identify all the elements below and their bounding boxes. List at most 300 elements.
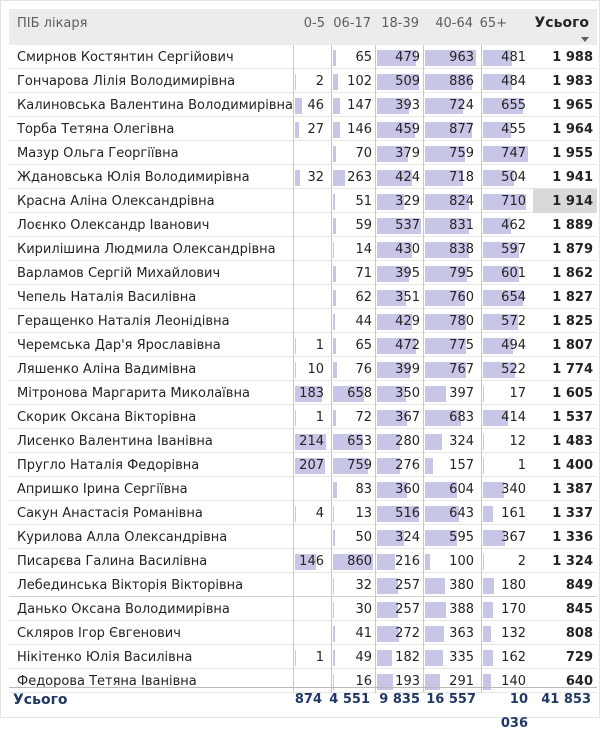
doctor-name-cell: Лоєнко Олександр Іванович xyxy=(17,218,210,233)
column-divider xyxy=(375,165,376,189)
value-cell-65plus: 180 xyxy=(501,578,526,593)
column-divider xyxy=(331,117,332,141)
column-divider xyxy=(293,573,294,597)
column-divider xyxy=(331,93,332,117)
doctor-name-cell: Скорик Оксана Вікторівна xyxy=(17,410,197,425)
column-divider xyxy=(423,93,424,117)
column-divider xyxy=(293,165,294,189)
column-divider xyxy=(331,261,332,285)
column-divider xyxy=(331,405,332,429)
column-divider xyxy=(481,453,482,477)
row-total-cell: 808 xyxy=(565,626,593,641)
value-cell-18-39: 395 xyxy=(395,266,420,281)
column-divider xyxy=(481,141,482,165)
column-divider xyxy=(375,213,376,237)
column-divider xyxy=(293,429,294,453)
column-divider xyxy=(331,141,332,165)
value-cell-65plus: 140 xyxy=(501,674,526,689)
row-total-cell: 1 862 xyxy=(552,266,593,281)
table-row[interactable] xyxy=(9,285,597,309)
value-cell-40-64: 604 xyxy=(449,482,474,497)
column-divider xyxy=(423,237,424,261)
value-cell-65plus: 481 xyxy=(501,50,526,65)
column-divider xyxy=(375,69,376,93)
value-cell-06-17: 147 xyxy=(347,98,372,113)
row-total-cell: 1 955 xyxy=(552,146,593,161)
row-total-cell: 1 964 xyxy=(552,122,593,137)
column-divider xyxy=(423,573,424,597)
column-divider xyxy=(481,549,482,573)
column-divider xyxy=(375,453,376,477)
value-cell-40-64: 643 xyxy=(449,506,474,521)
column-divider xyxy=(331,333,332,357)
value-cell-65plus: 414 xyxy=(501,410,526,425)
value-cell-65plus: 494 xyxy=(501,338,526,353)
value-cell-40-64: 780 xyxy=(449,314,474,329)
value-cell-06-17: 658 xyxy=(347,386,372,401)
table-row[interactable] xyxy=(9,69,597,93)
footer-total-06-17: 4 551 xyxy=(329,692,370,707)
value-cell-18-39: 329 xyxy=(395,194,420,209)
column-divider xyxy=(423,189,424,213)
footer-total-18-39: 9 835 xyxy=(379,692,420,707)
column-divider xyxy=(293,309,294,333)
value-cell-06-17: 16 xyxy=(355,674,372,689)
value-cell-65plus: 17 xyxy=(509,386,526,401)
column-divider xyxy=(375,645,376,669)
row-total-cell: 1 827 xyxy=(552,290,593,305)
column-divider xyxy=(423,261,424,285)
column-divider xyxy=(375,189,376,213)
column-divider xyxy=(331,165,332,189)
value-cell-65plus: 162 xyxy=(501,650,526,665)
value-cell-65plus: 655 xyxy=(501,98,526,113)
column-divider xyxy=(375,333,376,357)
value-cell-0-5: 10 xyxy=(307,362,324,377)
value-cell-06-17: 759 xyxy=(347,458,372,473)
doctor-name-cell: Мітронова Маргарита Миколаївна xyxy=(17,386,250,401)
value-cell-18-39: 479 xyxy=(395,50,420,65)
column-divider xyxy=(481,333,482,357)
table-row[interactable] xyxy=(9,501,597,525)
column-divider xyxy=(423,429,424,453)
row-total-cell: 1 324 xyxy=(552,554,593,569)
column-divider xyxy=(375,549,376,573)
doctor-name-cell: Лебединська Вікторія Вікторівна xyxy=(17,578,244,593)
column-divider xyxy=(481,405,482,429)
value-cell-65plus: 654 xyxy=(501,290,526,305)
value-cell-18-39: 182 xyxy=(395,650,420,665)
value-cell-40-64: 724 xyxy=(449,98,474,113)
value-cell-18-39: 516 xyxy=(395,506,420,521)
value-cell-40-64: 683 xyxy=(449,410,474,425)
value-cell-18-39: 257 xyxy=(395,578,420,593)
value-cell-40-64: 335 xyxy=(449,650,474,665)
value-cell-65plus: 504 xyxy=(501,170,526,185)
column-divider xyxy=(293,261,294,285)
table-row[interactable] xyxy=(9,309,597,333)
value-cell-0-5: 2 xyxy=(315,74,324,89)
column-divider xyxy=(423,69,424,93)
value-cell-18-39: 537 xyxy=(395,218,420,233)
doctor-name-cell: Калиновська Валентина Володимирівна xyxy=(17,98,293,113)
column-divider xyxy=(481,645,482,669)
value-cell-06-17: 76 xyxy=(355,362,372,377)
table-row[interactable] xyxy=(9,381,597,405)
column-divider xyxy=(423,165,424,189)
value-cell-18-39: 216 xyxy=(395,554,420,569)
doctor-name-cell: Чепель Наталія Василівна xyxy=(17,290,197,305)
column-divider xyxy=(375,261,376,285)
column-divider xyxy=(331,213,332,237)
column-divider xyxy=(293,93,294,117)
value-cell-18-39: 280 xyxy=(395,434,420,449)
value-cell-06-17: 72 xyxy=(355,410,372,425)
column-divider xyxy=(375,477,376,501)
row-total-cell: 1 387 xyxy=(552,482,593,497)
column-divider xyxy=(423,381,424,405)
column-divider xyxy=(375,357,376,381)
doctor-name-cell: Кирилішина Людмила Олександрівна xyxy=(17,242,276,257)
column-divider xyxy=(375,117,376,141)
table-row[interactable] xyxy=(9,429,597,453)
value-cell-40-64: 324 xyxy=(449,434,474,449)
table-row[interactable] xyxy=(9,45,597,69)
column-divider xyxy=(423,597,424,621)
value-cell-65plus: 1 xyxy=(517,458,526,473)
column-divider xyxy=(481,213,482,237)
column-divider xyxy=(331,357,332,381)
table-row[interactable] xyxy=(9,477,597,501)
column-divider xyxy=(481,621,482,645)
value-cell-40-64: 963 xyxy=(449,50,474,65)
doctor-name-cell: Апришко Ірина Сергіївна xyxy=(17,482,188,497)
value-cell-18-39: 360 xyxy=(395,482,420,497)
column-divider xyxy=(423,333,424,357)
value-cell-18-39: 509 xyxy=(395,74,420,89)
table-row[interactable] xyxy=(9,93,597,117)
value-cell-65plus: 601 xyxy=(501,266,526,281)
column-divider xyxy=(423,141,424,165)
column-divider xyxy=(481,381,482,405)
row-total-cell: 1 965 xyxy=(552,98,593,113)
column-divider xyxy=(293,333,294,357)
doctor-name-cell: Курилова Алла Олександрівна xyxy=(17,530,228,545)
column-header-40-64[interactable]: 40-64 xyxy=(435,16,473,31)
value-cell-0-5: 207 xyxy=(299,458,324,473)
value-cell-06-17: 30 xyxy=(355,602,372,617)
column-divider xyxy=(293,381,294,405)
value-cell-18-39: 424 xyxy=(395,170,420,185)
table-row[interactable] xyxy=(9,453,597,477)
value-cell-0-5: 4 xyxy=(315,506,324,521)
value-cell-06-17: 59 xyxy=(355,218,372,233)
doctor-name-cell: Сакун Анастасія Романівна xyxy=(17,506,203,521)
value-cell-65plus: 12 xyxy=(509,434,526,449)
doctor-name-cell: Скляров Ігор Євгенович xyxy=(17,626,181,641)
value-cell-40-64: 759 xyxy=(449,146,474,161)
value-cell-06-17: 65 xyxy=(355,50,372,65)
value-cell-18-39: 272 xyxy=(395,626,420,641)
column-divider xyxy=(293,69,294,93)
value-cell-65plus: 2 xyxy=(517,554,526,569)
value-cell-06-17: 653 xyxy=(347,434,372,449)
table-row[interactable] xyxy=(9,645,597,669)
column-divider xyxy=(375,45,376,69)
column-divider xyxy=(481,93,482,117)
row-total-cell: 1 537 xyxy=(552,410,593,425)
column-divider xyxy=(331,621,332,645)
value-cell-40-64: 291 xyxy=(449,674,474,689)
value-cell-06-17: 71 xyxy=(355,266,372,281)
value-cell-0-5: 1 xyxy=(315,338,324,353)
column-divider xyxy=(375,285,376,309)
column-divider xyxy=(293,549,294,573)
table-row[interactable] xyxy=(9,525,597,549)
column-header-name[interactable]: ПІБ лікаря xyxy=(17,16,88,31)
column-divider xyxy=(293,405,294,429)
column-divider xyxy=(481,165,482,189)
column-header-total-label: Усього xyxy=(534,15,589,31)
doctor-name-cell: Федорова Тетяна Іванівна xyxy=(17,674,197,689)
doctor-name-cell: Черемська Дар'я Ярославівна xyxy=(17,338,221,353)
table-row[interactable] xyxy=(9,405,597,429)
table-row[interactable] xyxy=(9,597,597,621)
column-divider xyxy=(481,429,482,453)
value-cell-0-5: 1 xyxy=(315,410,324,425)
table-row[interactable] xyxy=(9,189,597,213)
column-divider xyxy=(293,645,294,669)
value-cell-40-64: 838 xyxy=(449,242,474,257)
value-cell-06-17: 65 xyxy=(355,338,372,353)
value-cell-40-64: 595 xyxy=(449,530,474,545)
column-divider xyxy=(423,357,424,381)
table-body xyxy=(9,45,597,693)
column-divider xyxy=(331,45,332,69)
table-row[interactable] xyxy=(9,117,597,141)
column-header-total[interactable] xyxy=(527,9,595,45)
value-cell-65plus: 161 xyxy=(501,506,526,521)
value-cell-18-39: 351 xyxy=(395,290,420,305)
value-cell-40-64: 388 xyxy=(449,602,474,617)
column-divider xyxy=(331,69,332,93)
footer-total-40-64: 16 557 xyxy=(426,692,476,707)
column-divider xyxy=(375,573,376,597)
doctor-name-cell: Мазур Ольга Георгіївна xyxy=(17,146,179,161)
doctor-name-cell: Данько Оксана Володимирівна xyxy=(17,602,230,617)
column-divider xyxy=(375,597,376,621)
row-total-cell: 1 879 xyxy=(552,242,593,257)
table-row[interactable] xyxy=(9,213,597,237)
value-cell-65plus: 747 xyxy=(501,146,526,161)
value-cell-40-64: 363 xyxy=(449,626,474,641)
value-cell-40-64: 831 xyxy=(449,218,474,233)
column-divider xyxy=(331,525,332,549)
row-total-cell: 1 825 xyxy=(552,314,593,329)
row-total-cell: 1 336 xyxy=(552,530,593,545)
table-row[interactable] xyxy=(9,333,597,357)
row-total-cell: 1 941 xyxy=(552,170,593,185)
column-divider xyxy=(375,405,376,429)
doctor-name-cell: Варламов Сергій Михайлович xyxy=(17,266,221,281)
table-row[interactable] xyxy=(9,621,597,645)
column-divider xyxy=(481,357,482,381)
table-row[interactable] xyxy=(9,237,597,261)
row-total-cell: 1 400 xyxy=(552,458,593,473)
column-divider xyxy=(423,453,424,477)
value-cell-40-64: 775 xyxy=(449,338,474,353)
sort-descending-icon xyxy=(581,37,589,42)
row-total-cell: 845 xyxy=(565,602,593,617)
value-cell-06-17: 102 xyxy=(347,74,372,89)
value-cell-0-5: 27 xyxy=(307,122,324,137)
column-divider xyxy=(293,477,294,501)
value-cell-65plus: 132 xyxy=(501,626,526,641)
column-divider xyxy=(331,549,332,573)
value-cell-18-39: 393 xyxy=(395,98,420,113)
table-row[interactable] xyxy=(9,261,597,285)
column-divider xyxy=(481,477,482,501)
doctor-name-cell: Торба Тетяна Олегівна xyxy=(17,122,175,137)
value-cell-06-17: 146 xyxy=(347,122,372,137)
doctor-name-cell: Нікітенко Юлія Василівна xyxy=(17,650,193,665)
footer-total-65plus: 10 036 xyxy=(500,692,528,731)
column-divider xyxy=(481,285,482,309)
column-divider xyxy=(331,573,332,597)
value-cell-18-39: 430 xyxy=(395,242,420,257)
row-total-cell: 1 988 xyxy=(552,50,593,65)
value-cell-18-39: 379 xyxy=(395,146,420,161)
value-cell-18-39: 429 xyxy=(395,314,420,329)
column-divider xyxy=(481,237,482,261)
value-cell-18-39: 276 xyxy=(395,458,420,473)
column-header-65plus[interactable]: 65+ xyxy=(479,16,507,31)
footer-label: Усього xyxy=(13,692,68,708)
row-total-cell: 1 914 xyxy=(533,189,597,213)
column-divider xyxy=(375,429,376,453)
footer-total-0-5: 874 xyxy=(294,692,322,707)
column-divider xyxy=(331,597,332,621)
column-divider xyxy=(293,189,294,213)
value-cell-40-64: 380 xyxy=(449,578,474,593)
row-total-cell: 1 337 xyxy=(552,506,593,521)
column-divider xyxy=(293,525,294,549)
value-cell-06-17: 83 xyxy=(355,482,372,497)
table-row[interactable] xyxy=(9,165,597,189)
column-divider xyxy=(481,501,482,525)
table-header xyxy=(9,9,597,45)
column-divider xyxy=(481,117,482,141)
doctor-name-cell: Красна Аліна Олександрівна xyxy=(17,194,215,209)
value-cell-06-17: 32 xyxy=(355,578,372,593)
value-cell-0-5: 183 xyxy=(299,386,324,401)
value-cell-40-64: 760 xyxy=(449,290,474,305)
value-cell-06-17: 263 xyxy=(347,170,372,185)
row-total-cell: 1 774 xyxy=(552,362,593,377)
value-cell-06-17: 44 xyxy=(355,314,372,329)
column-divider xyxy=(293,117,294,141)
column-divider xyxy=(331,477,332,501)
column-divider xyxy=(293,213,294,237)
doctor-name-cell: Ляшенко Аліна Вадимівна xyxy=(17,362,197,377)
column-header-0-5[interactable]: 0-5 xyxy=(303,16,325,31)
row-total-cell: 1 483 xyxy=(552,434,593,449)
column-divider xyxy=(331,501,332,525)
column-divider xyxy=(481,69,482,93)
column-divider xyxy=(423,501,424,525)
footer-grand-total: 41 853 xyxy=(541,692,591,707)
column-divider xyxy=(375,237,376,261)
column-divider xyxy=(423,477,424,501)
column-divider xyxy=(423,525,424,549)
table-row[interactable] xyxy=(9,141,597,165)
value-cell-65plus: 455 xyxy=(501,122,526,137)
column-divider xyxy=(423,405,424,429)
value-cell-06-17: 50 xyxy=(355,530,372,545)
value-cell-0-5: 146 xyxy=(299,554,324,569)
column-divider xyxy=(481,261,482,285)
table-row[interactable] xyxy=(9,549,597,573)
value-cell-06-17: 70 xyxy=(355,146,372,161)
row-total-cell: 849 xyxy=(565,578,593,593)
doctor-name-cell: Пругло Наталія Федорівна xyxy=(17,458,200,473)
column-divider xyxy=(293,141,294,165)
column-divider xyxy=(423,117,424,141)
value-cell-40-64: 877 xyxy=(449,122,474,137)
value-cell-40-64: 718 xyxy=(449,170,474,185)
column-divider xyxy=(423,549,424,573)
column-header-06-17[interactable]: 06-17 xyxy=(333,16,371,31)
table-row[interactable] xyxy=(9,573,597,597)
value-cell-06-17: 13 xyxy=(355,506,372,521)
value-cell-65plus: 522 xyxy=(501,362,526,377)
value-cell-40-64: 397 xyxy=(449,386,474,401)
column-divider xyxy=(293,285,294,309)
column-divider xyxy=(331,645,332,669)
value-cell-06-17: 860 xyxy=(347,554,372,569)
column-divider xyxy=(293,597,294,621)
column-divider xyxy=(331,381,332,405)
column-divider xyxy=(423,309,424,333)
doctor-name-cell: Гончарова Лілія Володимирівна xyxy=(17,74,236,89)
doctor-name-cell: Писарєва Галина Василівна xyxy=(17,554,208,569)
value-cell-18-39: 459 xyxy=(395,122,420,137)
value-cell-40-64: 795 xyxy=(449,266,474,281)
column-divider xyxy=(481,45,482,69)
value-cell-18-39: 350 xyxy=(395,386,420,401)
column-divider xyxy=(331,309,332,333)
row-total-cell: 1 983 xyxy=(552,74,593,89)
value-cell-40-64: 157 xyxy=(449,458,474,473)
column-header-18-39[interactable]: 18-39 xyxy=(381,16,419,31)
table-row[interactable] xyxy=(9,357,597,381)
value-cell-06-17: 14 xyxy=(355,242,372,257)
doctor-name-cell: Лисенко Валентина Іванівна xyxy=(17,434,213,449)
value-cell-65plus: 484 xyxy=(501,74,526,89)
value-cell-40-64: 100 xyxy=(449,554,474,569)
value-cell-65plus: 367 xyxy=(501,530,526,545)
column-divider xyxy=(375,141,376,165)
column-divider xyxy=(423,645,424,669)
value-cell-0-5: 214 xyxy=(299,434,324,449)
column-divider xyxy=(331,453,332,477)
column-divider xyxy=(375,309,376,333)
column-divider xyxy=(423,213,424,237)
value-cell-65plus: 710 xyxy=(501,194,526,209)
value-cell-0-5: 46 xyxy=(307,98,324,113)
value-cell-40-64: 824 xyxy=(449,194,474,209)
column-divider xyxy=(375,621,376,645)
